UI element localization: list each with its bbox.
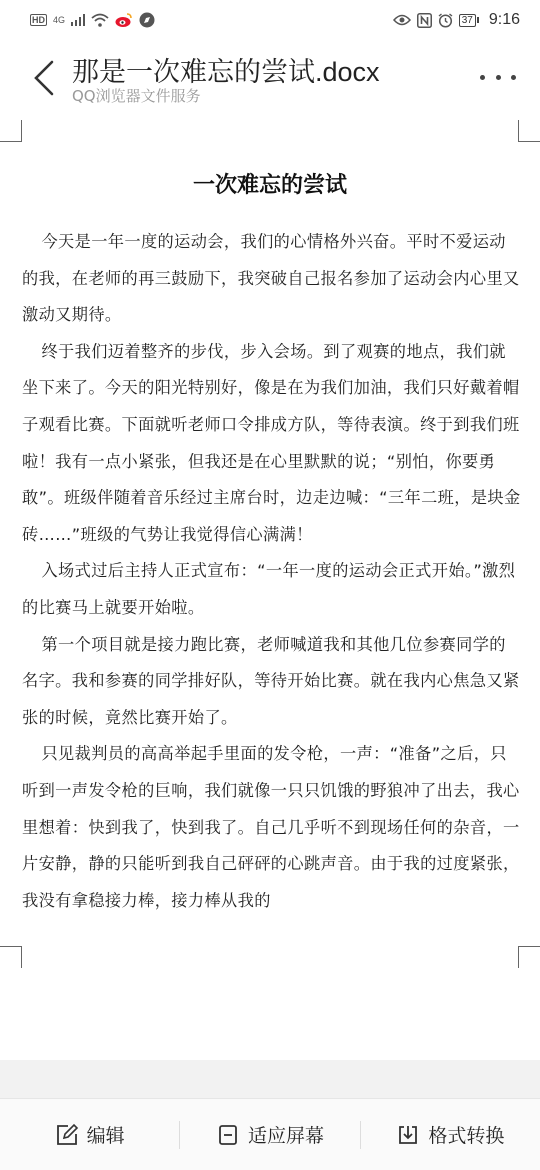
status-right: [393, 11, 520, 29]
signal-icon: [71, 14, 85, 26]
page-gap: [0, 1060, 540, 1098]
page-corner-mark: [0, 946, 22, 968]
file-source-subtitle: QQ浏览器文件服务: [72, 87, 201, 105]
more-dot-icon: [496, 75, 501, 80]
back-button[interactable]: [30, 58, 60, 98]
fit-screen-icon: [216, 1123, 240, 1147]
wifi-icon: [91, 13, 109, 27]
edit-button[interactable]: [0, 1099, 179, 1170]
clock-time: 9:16: [488, 11, 520, 28]
format-convert-button[interactable]: [361, 1099, 540, 1170]
alarm-icon: [438, 13, 453, 28]
document-title: 一次难忘的尝试: [192, 173, 347, 198]
paragraph: 第一个项目就是接力跑比赛，老师喊道我和其他几位参赛同学的名字。我和参赛的同学排好队，等待开始比赛。就在我内心焦急又紧张的时候，竟然比赛开始了。: [22, 634, 520, 727]
page-corner-mark: [0, 120, 22, 142]
more-dot-icon: [511, 75, 516, 80]
eye-icon: [393, 14, 411, 26]
nfc-icon: [417, 13, 432, 28]
document-body: [22, 224, 522, 954]
download-convert-icon: [396, 1123, 420, 1147]
edit-label: 编辑: [86, 1125, 125, 1147]
app-header: [0, 40, 540, 112]
bottom-toolbar: [0, 1098, 540, 1170]
paragraph: 今天是一年一度的运动会，我们的心情格外兴奋。平时不爱运动的我，在老师的再三鼓励下，我突破自己报名参加了运动会内心里又激动又期待。: [22, 232, 520, 325]
weibo-icon: [115, 12, 133, 28]
fit-screen-label: 适应屏幕: [247, 1125, 324, 1147]
more-options-button[interactable]: [480, 70, 516, 84]
document-viewer[interactable]: [0, 112, 540, 1062]
battery-level: 37: [459, 14, 476, 27]
hd-icon: HD: [32, 15, 45, 25]
network-type-label: 4G: [53, 15, 66, 25]
fit-screen-button[interactable]: [180, 1099, 359, 1170]
format-convert-label: 格式转换: [428, 1125, 505, 1147]
page-corner-mark: [518, 120, 540, 142]
edit-icon: [55, 1123, 79, 1147]
more-dot-icon: [480, 75, 485, 80]
chevron-left-icon: [30, 58, 60, 98]
app-compass-icon: [139, 12, 155, 28]
paragraph: 入场式过后主持人正式宣布：“一年一度的运动会正式开始。”激烈的比赛马上就要开始啦。: [22, 561, 516, 617]
paragraph: 只见裁判员的高高举起手里面的发令枪，一声：“准备”之后，只听到一声发令枪的巨响，我们就像一只只饥饿的野狼冲了出去，我心里想着：快到我了，快到我了。自己几乎听不到现场任何的杂音，一片安静，静的只能听到我自己砰砰的心跳声音。由于我的过度紧张，我没有拿稳接力棒，接力棒从我的: [22, 744, 520, 910]
paragraph: 终于我们迈着整齐的步伐，步入会场。到了观赛的地点，我们就坐下来了。今天的阳光特别好，像是在为我们加油，我们只好戴着帽子观看比赛。下面就听老师口令排成方队，等待表演。终于到我们班啦！我有一点小紧张，但我还是在心里默默的说；“别怕，你要勇敢”。班级伴随着音乐经过主席台时，边走边喊：“三年二班，是块金砖……”班级的气势让我觉得信心满满！: [22, 341, 521, 544]
status-bar: [0, 0, 540, 40]
battery-icon: [459, 14, 479, 27]
file-title: 那是一次难忘的尝试.docx: [72, 57, 380, 87]
status-left: [30, 12, 155, 28]
